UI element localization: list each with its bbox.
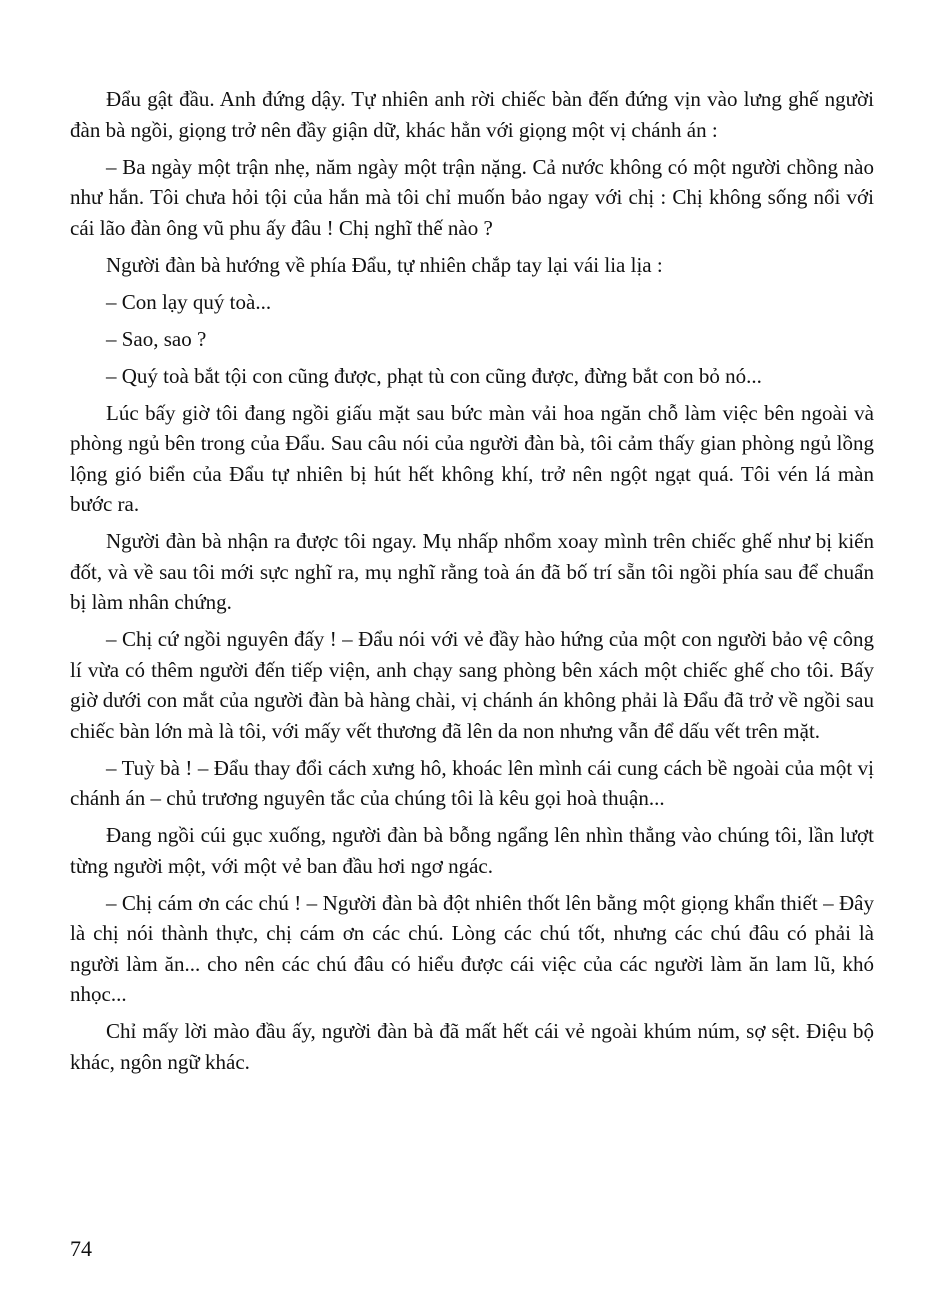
paragraph: – Quý toà bắt tội con cũng được, phạt tù con cũng được, đừng bắt con bỏ nó... bbox=[106, 363, 762, 388]
paragraph: Người đàn bà hướng về phía Đẩu, tự nhiên chắp tay lại vái lia lịa : bbox=[106, 252, 663, 277]
paragraph: – Sao, sao ? bbox=[106, 326, 207, 351]
paragraph: – Tuỳ bà ! – Đẩu thay đổi cách xưng hô, khoác lên mình cái cung cách bề ngoài của một vị chánh án – chủ trương nguyên tắc của chúng tôi là kêu gọi hoà thuận... bbox=[70, 755, 874, 810]
paragraph: Chỉ mấy lời mào đầu ấy, người đàn bà đã mất hết cái vẻ ngoài khúm núm, sợ sệt. Điệu bộ khác, ngôn ngữ khác. bbox=[70, 1019, 874, 1074]
paragraph: – Ba ngày một trận nhẹ, năm ngày một trận nặng. Cả nước không có một người chồng nào như hắn. Tôi chưa hỏi tội của hắn mà tôi chỉ muốn bảo ngay với chị : Chị không sống nổi với cái lão đàn ông vũ phu ấy đâu ! Chị nghĩ thế nào ? bbox=[70, 154, 874, 240]
page-number: 74 bbox=[70, 1236, 92, 1261]
paragraph: – Chị cám ơn các chú ! – Người đàn bà đột nhiên thốt lên bằng một giọng khẩn thiết – Đây là chị nói thành thực, chị cám ơn các chú. Lòng các chú tốt, nhưng các chú đâu có phải là người làm ăn... cho nên các chú đâu có hiểu được cái việc của các người làm ăn lam lũ, khó nhọc... bbox=[70, 890, 874, 1006]
paragraph: – Con lạy quý toà... bbox=[106, 289, 272, 314]
paragraph: – Chị cứ ngồi nguyên đấy ! – Đẩu nói với vẻ đầy hào hứng của một con người bảo vệ công lí vừa có thêm người đến tiếp viện, anh chạy sang phòng bên xách một chiếc ghế cho tôi. Bấy giờ dưới con mắt của người đàn bà hàng chài, vị chánh án không phải là Đẩu đã trở về ngồi sau chiếc bàn lớn mà là tôi, với mấy vết thương đã lên da non nhưng vẫn để dấu vết trên mặt. bbox=[70, 627, 874, 743]
page-body bbox=[70, 84, 874, 1084]
paragraph: Lúc bấy giờ tôi đang ngồi giấu mặt sau bức màn vải hoa ngăn chỗ làm việc bên ngoài và phòng ngủ bên trong của Đẩu. Sau câu nói của người đàn bà, tôi cảm thấy gian phòng ngủ lồng lộng gió biển của Đẩu tự nhiên bị hút hết không khí, trở nên ngột ngạt quá. Tôi vén lá màn bước ra. bbox=[70, 400, 874, 516]
paragraph: Đang ngồi cúi gục xuống, người đàn bà bỗng ngẩng lên nhìn thẳng vào chúng tôi, lần lượt từng người một, với một vẻ ban đầu hơi ngơ ngác. bbox=[70, 823, 874, 878]
paragraph: Đẩu gật đầu. Anh đứng dậy. Tự nhiên anh rời chiếc bàn đến đứng vịn vào lưng ghế người đàn bà ngồi, giọng trở nên đầy giận dữ, khác hẳn với giọng một vị chánh án : bbox=[70, 87, 874, 142]
paragraph: Người đàn bà nhận ra được tôi ngay. Mụ nhấp nhổm xoay mình trên chiếc ghế như bị kiến đốt, và về sau tôi mới sực nghĩ ra, mụ nghĩ rằng toà án đã bố trí sẵn tôi ngồi phía sau để chuẩn bị làm nhân chứng. bbox=[70, 529, 874, 614]
